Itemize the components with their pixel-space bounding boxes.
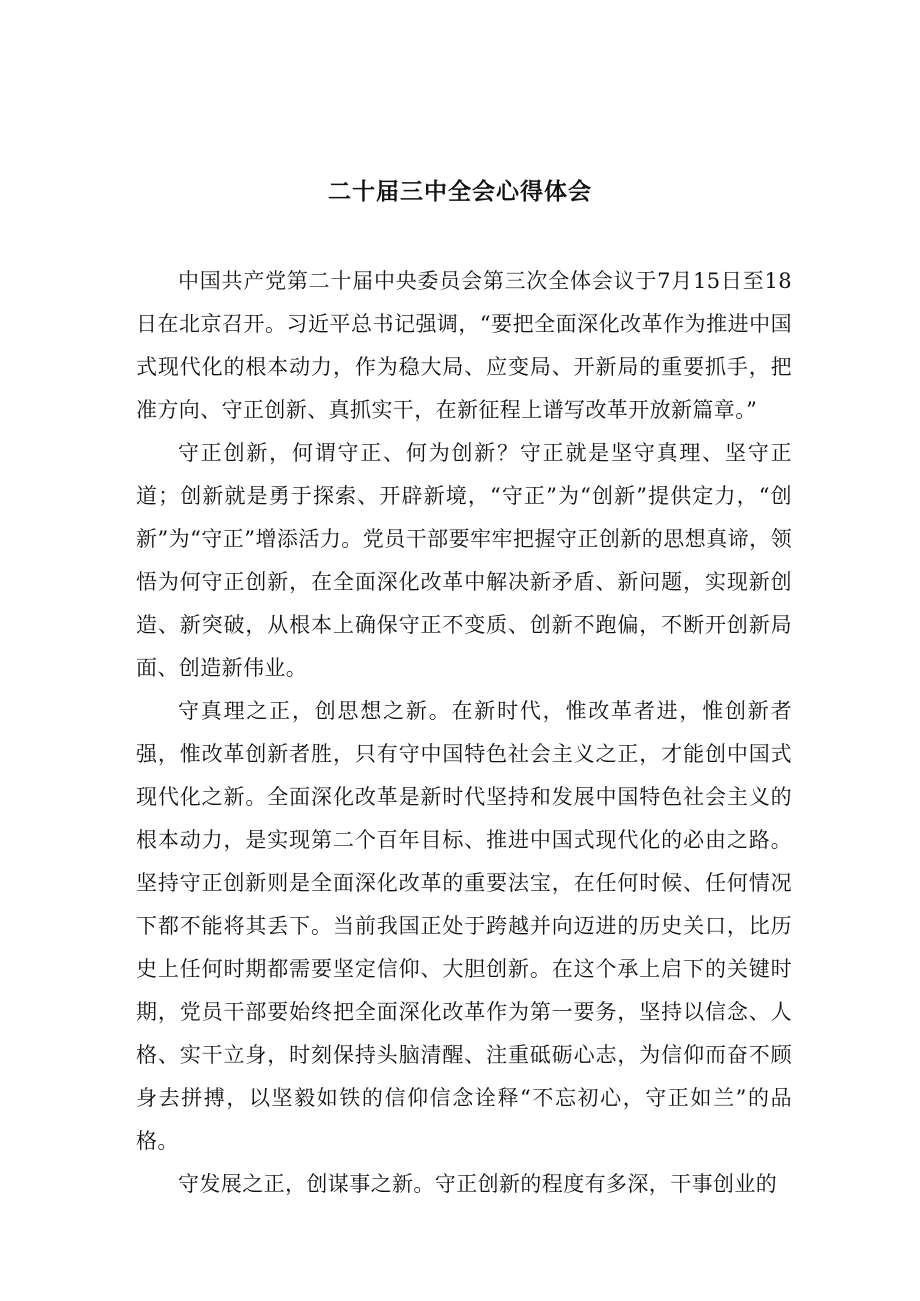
document-body (136, 260, 792, 1206)
paragraph-4: 守发展之正，创谋事之新。守正创新的程度有多深，干事创业的 (178, 1172, 778, 1196)
paragraph-1: 中国共产党第二十届中央委员会第三次全体会议于7月15日至18日在北京召开。习近平总书记强调，“要把全面深化改革作为推进中国式现代化的根本动力，作为稳大局、应变局、开新局的重要抓手，把准方向、守正创新、真抓实干，在新征程上谱写改革开放新篇章。” (136, 269, 792, 422)
document-title: 二十届三中全会心得体会 (328, 179, 592, 205)
paragraph-2: 守正创新，何谓守正、何为创新？守正就是坚守真理、坚守正道；创新就是勇于探索、开辟新境，“守正”为“创新”提供定力，“创新”为“守正”增添活力。党员干部要牢牢把握守正创新的思想真谛，领悟为何守正创新，在全面深化改革中解决新矛盾、新问题，实现新创造、新突破，从根本上确保守正不变质、创新不跑偏，不断开创新局面、创造新伟业。 (136, 441, 792, 680)
paragraph-3: 守真理之正，创思想之新。在新时代，惟改革者进，惟创新者强，惟改革创新者胜，只有守中国特色社会主义之正，才能创中国式现代化之新。全面深化改革是新时代坚持和发展中国特色社会主义的根本动力，是实现第二个百年目标、推进中国式现代化的必由之路。坚持守正创新则是全面深化改革的重要法宝，在任何时候、任何情况下都不能将其丢下。当前我国正处于跨越并向迈进的历史关口，比历史上任何时期都需要坚定信仰、大胆创新。在这个承上启下的关键时期，党员干部要始终把全面深化改革作为第一要务，坚持以信念、人格、实干立身，时刻保持头脑清醒、注重砥砺心志，为信仰而奋不顾身去拼搏，以坚毅如铁的信仰信念诠释“不忘初心，守正如兰”的品格。 (136, 699, 792, 1153)
